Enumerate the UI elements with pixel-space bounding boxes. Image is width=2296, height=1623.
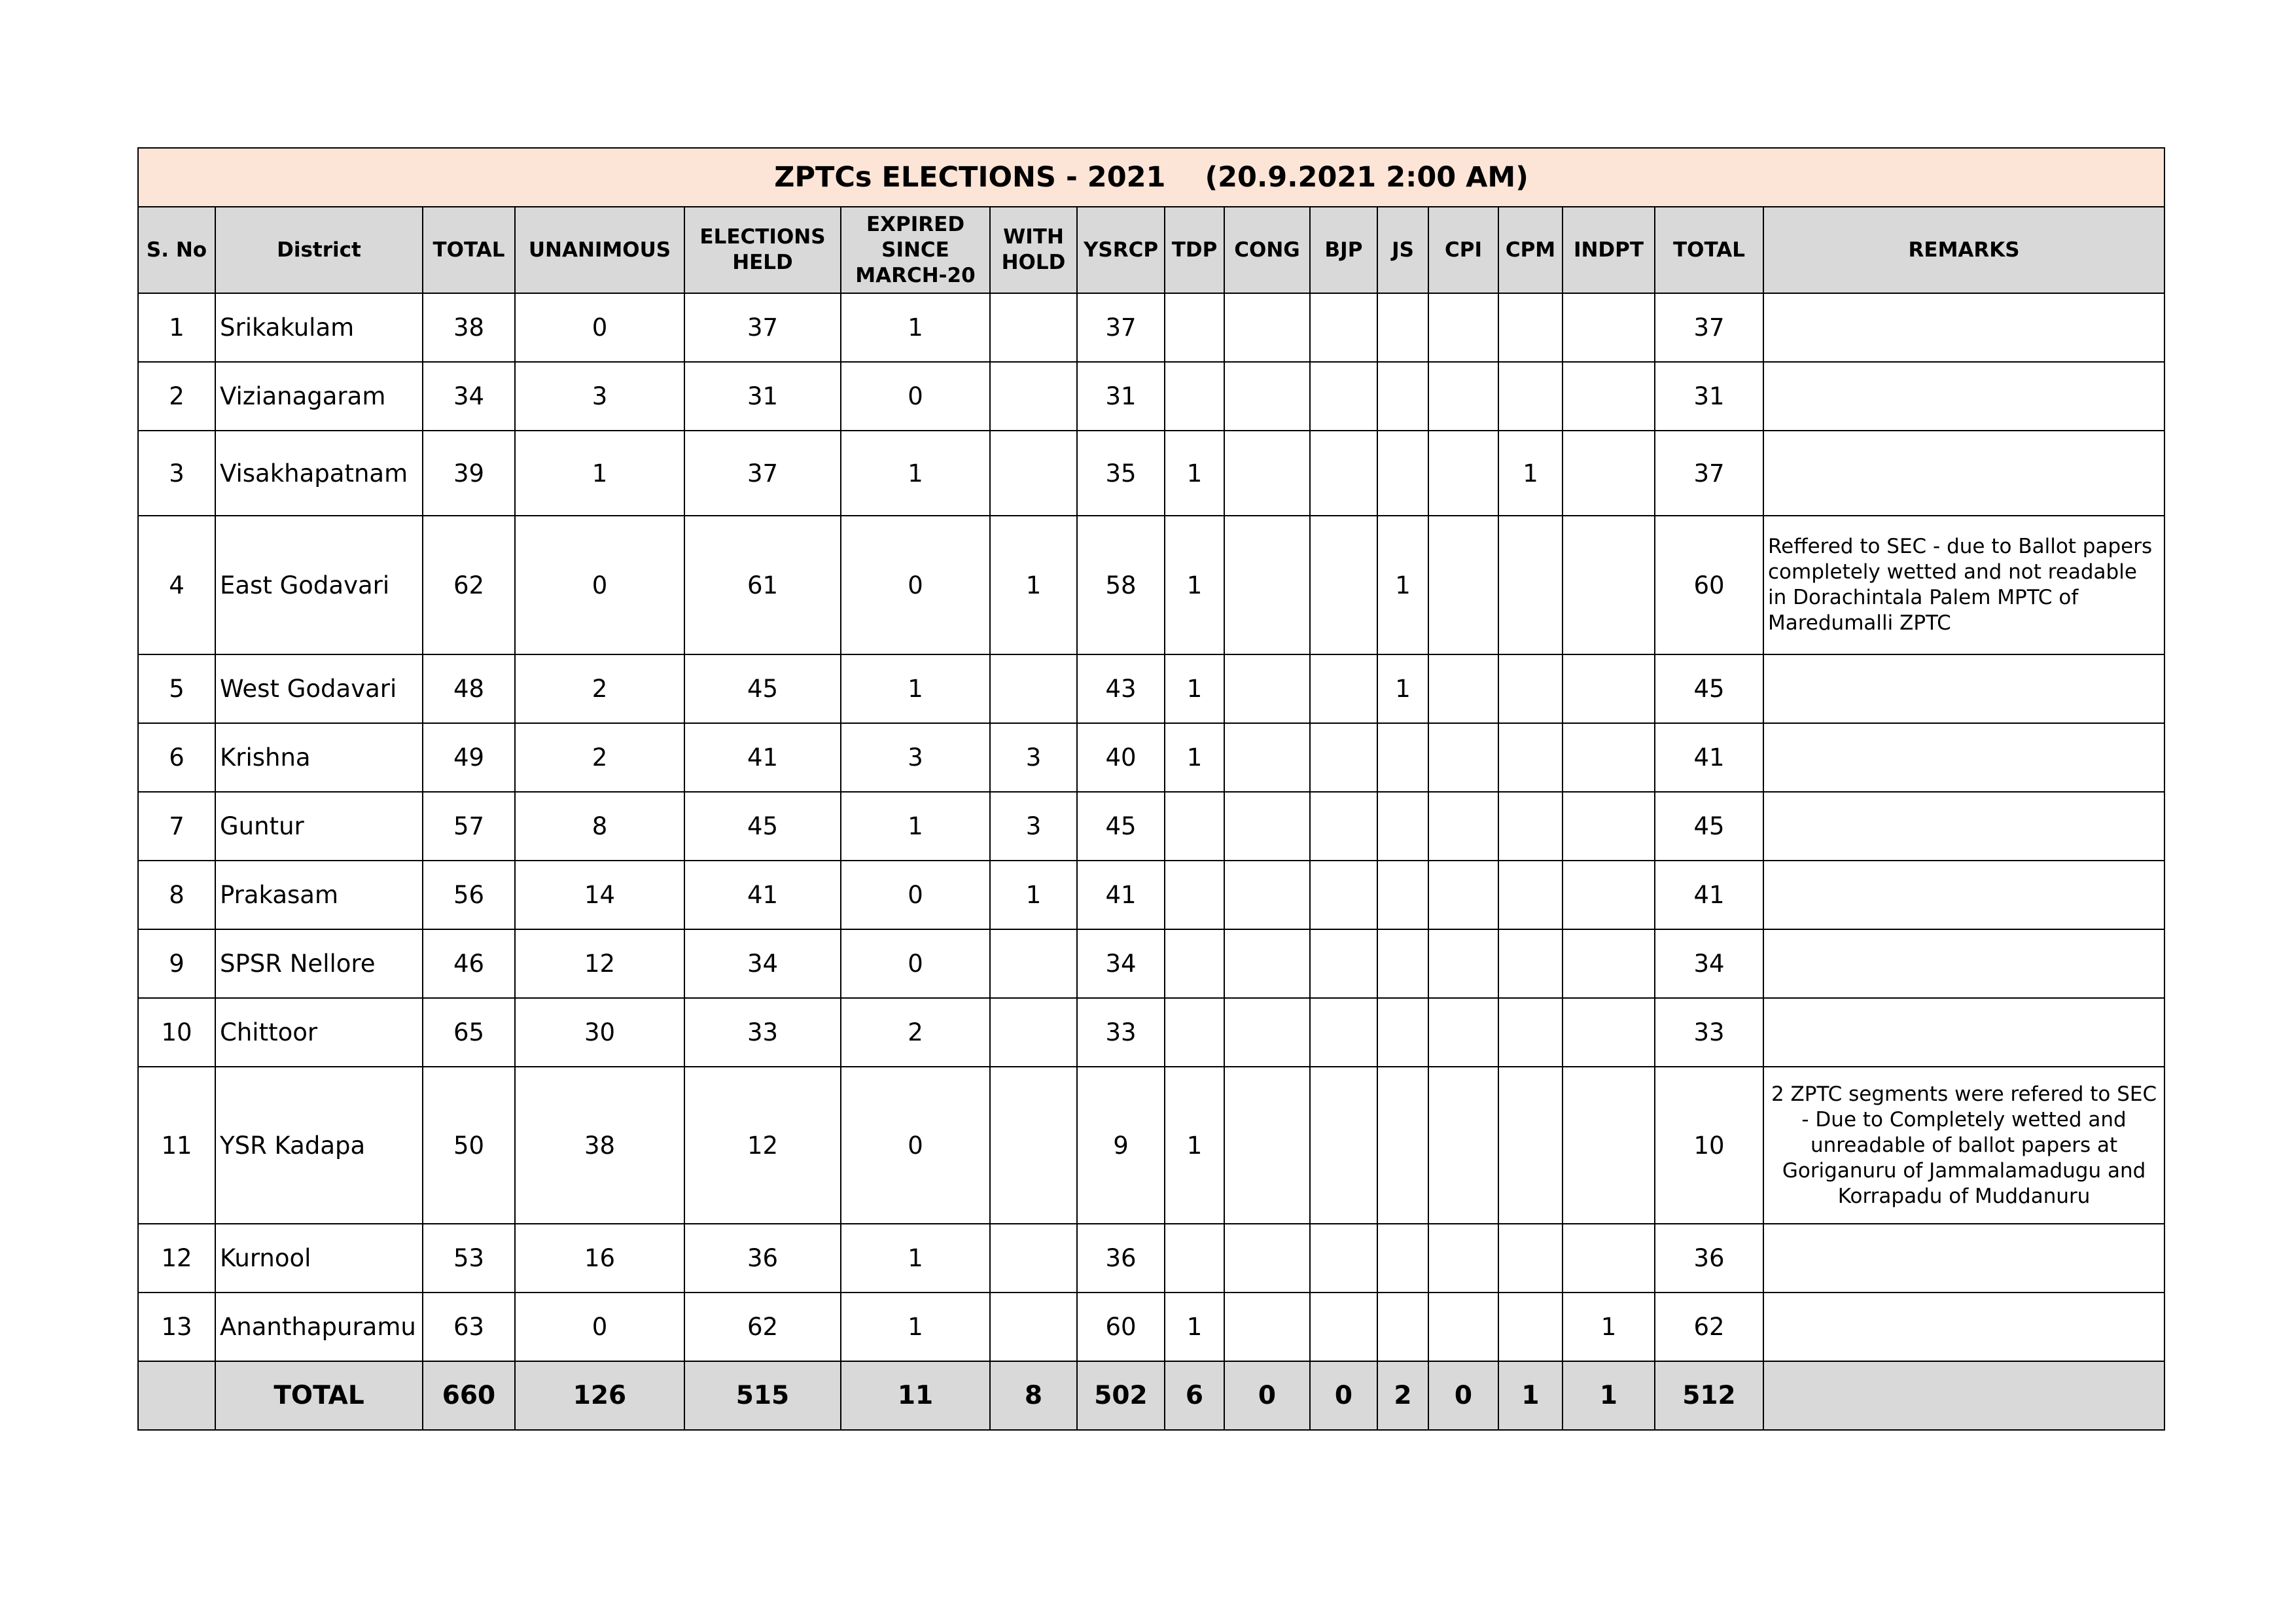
cell-remarks xyxy=(1763,431,2164,516)
title-text: ZPTCs ELECTIONS - 2021 xyxy=(774,161,1166,194)
cell-party-total: 33 xyxy=(1655,998,1763,1067)
cell-js xyxy=(1377,861,1428,929)
cell-tdp xyxy=(1165,861,1224,929)
cell-district: Srikakulam xyxy=(215,293,423,362)
cell-indpt xyxy=(1563,929,1655,998)
cell-district: Chittoor xyxy=(215,998,423,1067)
cell-cong xyxy=(1224,1067,1310,1224)
cell-cong xyxy=(1224,293,1310,362)
cell-remarks: Reffered to SEC - due to Ballot papers completely wetted and not readable in Dorachintala Palem MPTC of Maredumalli ZPTC xyxy=(1763,516,2164,654)
cell-js xyxy=(1377,792,1428,861)
cell-indpt: 1 xyxy=(1563,1293,1655,1361)
cell-unanimous: 3 xyxy=(515,362,684,431)
cell-remarks xyxy=(1763,861,2164,929)
cell-party-total: 36 xyxy=(1655,1224,1763,1293)
total-bjp: 0 xyxy=(1310,1361,1377,1430)
cell-bjp xyxy=(1310,362,1377,431)
cell-elections-held: 45 xyxy=(684,654,841,723)
header-expired: EXPIRED SINCE MARCH-20 xyxy=(841,207,990,293)
cell-cpi xyxy=(1428,516,1498,654)
cell-expired: 0 xyxy=(841,929,990,998)
cell-bjp xyxy=(1310,861,1377,929)
cell-elections-held: 41 xyxy=(684,861,841,929)
cell-party-total: 10 xyxy=(1655,1067,1763,1224)
cell-js xyxy=(1377,1067,1428,1224)
cell-party-total: 37 xyxy=(1655,293,1763,362)
cell-unanimous: 38 xyxy=(515,1067,684,1224)
cell-with-hold xyxy=(990,1293,1077,1361)
header-unanimous: UNANIMOUS xyxy=(515,207,684,293)
cell-cong xyxy=(1224,861,1310,929)
cell-cpm xyxy=(1498,1067,1563,1224)
cell-elections-held: 45 xyxy=(684,792,841,861)
cell-expired: 1 xyxy=(841,654,990,723)
cell-js xyxy=(1377,929,1428,998)
cell-with-hold: 1 xyxy=(990,861,1077,929)
cell-bjp xyxy=(1310,1224,1377,1293)
cell-ysrcp: 33 xyxy=(1077,998,1165,1067)
cell-cpi xyxy=(1428,998,1498,1067)
header-bjp: BJP xyxy=(1310,207,1377,293)
cell-indpt xyxy=(1563,1224,1655,1293)
cell-district: SPSR Nellore xyxy=(215,929,423,998)
cell-js xyxy=(1377,723,1428,792)
cell-sno: 10 xyxy=(138,998,215,1067)
cell-bjp xyxy=(1310,293,1377,362)
total-indpt: 1 xyxy=(1563,1361,1655,1430)
table-row xyxy=(138,1224,2164,1293)
total-unanimous: 126 xyxy=(515,1361,684,1430)
cell-cpm xyxy=(1498,1224,1563,1293)
cell-total: 48 xyxy=(423,654,515,723)
cell-party-total: 62 xyxy=(1655,1293,1763,1361)
table-row xyxy=(138,293,2164,362)
cell-with-hold xyxy=(990,362,1077,431)
cell-sno: 8 xyxy=(138,861,215,929)
cell-cpm xyxy=(1498,1293,1563,1361)
cell-district: YSR Kadapa xyxy=(215,1067,423,1224)
cell-sno: 6 xyxy=(138,723,215,792)
table-title xyxy=(138,148,2164,207)
cell-unanimous: 0 xyxy=(515,1293,684,1361)
cell-remarks: 2 ZPTC segments were refered to SEC - Due to Completely wetted and unreadable of ballot papers at Goriganuru of Jammalamadugu and Korrapadu of Muddanuru xyxy=(1763,1067,2164,1224)
cell-remarks xyxy=(1763,1293,2164,1361)
header-total: TOTAL xyxy=(423,207,515,293)
title-timestamp: (20.9.2021 2:00 AM) xyxy=(1205,161,1528,194)
cell-sno: 12 xyxy=(138,1224,215,1293)
cell-unanimous: 1 xyxy=(515,431,684,516)
cell-expired: 1 xyxy=(841,293,990,362)
header-ysrcp: YSRCP xyxy=(1077,207,1165,293)
cell-ysrcp: 41 xyxy=(1077,861,1165,929)
cell-cpi xyxy=(1428,293,1498,362)
cell-remarks xyxy=(1763,998,2164,1067)
cell-tdp xyxy=(1165,929,1224,998)
cell-remarks xyxy=(1763,654,2164,723)
cell-remarks xyxy=(1763,293,2164,362)
cell-indpt xyxy=(1563,654,1655,723)
total-sno xyxy=(138,1361,215,1430)
total-ysrcp: 502 xyxy=(1077,1361,1165,1430)
cell-total: 49 xyxy=(423,723,515,792)
zptc-results-table xyxy=(137,147,2165,1431)
cell-expired: 1 xyxy=(841,431,990,516)
cell-total: 46 xyxy=(423,929,515,998)
cell-party-total: 31 xyxy=(1655,362,1763,431)
cell-ysrcp: 40 xyxy=(1077,723,1165,792)
total-expired: 11 xyxy=(841,1361,990,1430)
cell-bjp xyxy=(1310,792,1377,861)
cell-indpt xyxy=(1563,861,1655,929)
header-tdp: TDP xyxy=(1165,207,1224,293)
total-js: 2 xyxy=(1377,1361,1428,1430)
total-party-total: 512 xyxy=(1655,1361,1763,1430)
cell-tdp: 1 xyxy=(1165,654,1224,723)
cell-remarks xyxy=(1763,1224,2164,1293)
table-row xyxy=(138,998,2164,1067)
cell-cpi xyxy=(1428,792,1498,861)
cell-tdp: 1 xyxy=(1165,431,1224,516)
cell-bjp xyxy=(1310,516,1377,654)
table-row xyxy=(138,861,2164,929)
table-row xyxy=(138,654,2164,723)
table-row xyxy=(138,431,2164,516)
cell-total: 34 xyxy=(423,362,515,431)
cell-tdp xyxy=(1165,362,1224,431)
cell-total: 63 xyxy=(423,1293,515,1361)
cell-indpt xyxy=(1563,1067,1655,1224)
cell-unanimous: 0 xyxy=(515,293,684,362)
cell-district: West Godavari xyxy=(215,654,423,723)
cell-js xyxy=(1377,1224,1428,1293)
cell-indpt xyxy=(1563,431,1655,516)
header-elections-held: ELECTIONS HELD xyxy=(684,207,841,293)
header-district: District xyxy=(215,207,423,293)
cell-unanimous: 2 xyxy=(515,654,684,723)
cell-with-hold xyxy=(990,654,1077,723)
cell-js xyxy=(1377,431,1428,516)
cell-cpi xyxy=(1428,723,1498,792)
cell-party-total: 41 xyxy=(1655,861,1763,929)
cell-party-total: 37 xyxy=(1655,431,1763,516)
cell-tdp: 1 xyxy=(1165,1293,1224,1361)
cell-remarks xyxy=(1763,929,2164,998)
cell-expired: 1 xyxy=(841,792,990,861)
cell-bjp xyxy=(1310,654,1377,723)
cell-cpm xyxy=(1498,792,1563,861)
cell-cong xyxy=(1224,1224,1310,1293)
cell-bjp xyxy=(1310,998,1377,1067)
cell-js xyxy=(1377,998,1428,1067)
cell-total: 65 xyxy=(423,998,515,1067)
table-row xyxy=(138,516,2164,654)
cell-cpm xyxy=(1498,516,1563,654)
cell-with-hold xyxy=(990,1067,1077,1224)
cell-party-total: 60 xyxy=(1655,516,1763,654)
cell-indpt xyxy=(1563,516,1655,654)
cell-elections-held: 61 xyxy=(684,516,841,654)
cell-ysrcp: 9 xyxy=(1077,1067,1165,1224)
cell-bjp xyxy=(1310,723,1377,792)
cell-cpi xyxy=(1428,929,1498,998)
total-cong: 0 xyxy=(1224,1361,1310,1430)
cell-district: Ananthapuramu xyxy=(215,1293,423,1361)
cell-cpm xyxy=(1498,293,1563,362)
cell-party-total: 34 xyxy=(1655,929,1763,998)
totals-row xyxy=(138,1361,2164,1430)
cell-cpi xyxy=(1428,362,1498,431)
cell-cong xyxy=(1224,929,1310,998)
header-sno: S. No xyxy=(138,207,215,293)
cell-cong xyxy=(1224,998,1310,1067)
cell-sno: 2 xyxy=(138,362,215,431)
cell-with-hold: 3 xyxy=(990,792,1077,861)
header-cpm: CPM xyxy=(1498,207,1563,293)
cell-indpt xyxy=(1563,998,1655,1067)
cell-sno: 13 xyxy=(138,1293,215,1361)
cell-unanimous: 30 xyxy=(515,998,684,1067)
cell-with-hold: 3 xyxy=(990,723,1077,792)
cell-indpt xyxy=(1563,723,1655,792)
cell-cpm xyxy=(1498,861,1563,929)
cell-elections-held: 36 xyxy=(684,1224,841,1293)
table-row xyxy=(138,792,2164,861)
cell-tdp: 1 xyxy=(1165,1067,1224,1224)
cell-expired: 1 xyxy=(841,1224,990,1293)
total-with-hold: 8 xyxy=(990,1361,1077,1430)
cell-expired: 2 xyxy=(841,998,990,1067)
cell-sno: 3 xyxy=(138,431,215,516)
cell-tdp xyxy=(1165,1224,1224,1293)
cell-bjp xyxy=(1310,1293,1377,1361)
total-elections-held: 515 xyxy=(684,1361,841,1430)
cell-cong xyxy=(1224,654,1310,723)
cell-total: 38 xyxy=(423,293,515,362)
cell-elections-held: 31 xyxy=(684,362,841,431)
cell-elections-held: 34 xyxy=(684,929,841,998)
header-party-total: TOTAL xyxy=(1655,207,1763,293)
cell-party-total: 45 xyxy=(1655,654,1763,723)
header-row xyxy=(138,207,2164,293)
cell-unanimous: 16 xyxy=(515,1224,684,1293)
cell-with-hold xyxy=(990,293,1077,362)
cell-with-hold xyxy=(990,431,1077,516)
cell-tdp: 1 xyxy=(1165,723,1224,792)
cell-cpm xyxy=(1498,362,1563,431)
cell-cpi xyxy=(1428,654,1498,723)
cell-cpi xyxy=(1428,1293,1498,1361)
total-remarks xyxy=(1763,1361,2164,1430)
cell-cpi xyxy=(1428,1224,1498,1293)
cell-district: East Godavari xyxy=(215,516,423,654)
cell-js: 1 xyxy=(1377,516,1428,654)
cell-elections-held: 62 xyxy=(684,1293,841,1361)
cell-with-hold xyxy=(990,1224,1077,1293)
cell-bjp xyxy=(1310,929,1377,998)
cell-ysrcp: 31 xyxy=(1077,362,1165,431)
table-row xyxy=(138,723,2164,792)
cell-unanimous: 14 xyxy=(515,861,684,929)
cell-ysrcp: 45 xyxy=(1077,792,1165,861)
cell-js xyxy=(1377,293,1428,362)
cell-unanimous: 2 xyxy=(515,723,684,792)
cell-with-hold xyxy=(990,929,1077,998)
cell-tdp xyxy=(1165,293,1224,362)
cell-elections-held: 41 xyxy=(684,723,841,792)
cell-expired: 0 xyxy=(841,362,990,431)
table-row xyxy=(138,1067,2164,1224)
cell-total: 53 xyxy=(423,1224,515,1293)
total-cpi: 0 xyxy=(1428,1361,1498,1430)
title-row xyxy=(138,148,2164,207)
cell-indpt xyxy=(1563,293,1655,362)
cell-bjp xyxy=(1310,431,1377,516)
cell-indpt xyxy=(1563,362,1655,431)
cell-tdp xyxy=(1165,792,1224,861)
cell-remarks xyxy=(1763,362,2164,431)
cell-js: 1 xyxy=(1377,654,1428,723)
cell-ysrcp: 43 xyxy=(1077,654,1165,723)
cell-cpi xyxy=(1428,1067,1498,1224)
cell-with-hold: 1 xyxy=(990,516,1077,654)
header-remarks: REMARKS xyxy=(1763,207,2164,293)
cell-ysrcp: 37 xyxy=(1077,293,1165,362)
cell-party-total: 45 xyxy=(1655,792,1763,861)
cell-expired: 0 xyxy=(841,1067,990,1224)
cell-cpm xyxy=(1498,723,1563,792)
cell-expired: 3 xyxy=(841,723,990,792)
cell-party-total: 41 xyxy=(1655,723,1763,792)
cell-elections-held: 37 xyxy=(684,293,841,362)
total-total: 660 xyxy=(423,1361,515,1430)
total-district: TOTAL xyxy=(215,1361,423,1430)
cell-cpi xyxy=(1428,431,1498,516)
cell-expired: 0 xyxy=(841,861,990,929)
cell-ysrcp: 60 xyxy=(1077,1293,1165,1361)
cell-cong xyxy=(1224,792,1310,861)
cell-ysrcp: 35 xyxy=(1077,431,1165,516)
cell-elections-held: 12 xyxy=(684,1067,841,1224)
cell-district: Guntur xyxy=(215,792,423,861)
header-js: JS xyxy=(1377,207,1428,293)
cell-ysrcp: 34 xyxy=(1077,929,1165,998)
cell-district: Vizianagaram xyxy=(215,362,423,431)
table-row xyxy=(138,1293,2164,1361)
header-cong: CONG xyxy=(1224,207,1310,293)
cell-unanimous: 0 xyxy=(515,516,684,654)
cell-total: 50 xyxy=(423,1067,515,1224)
table-row xyxy=(138,929,2164,998)
cell-remarks xyxy=(1763,723,2164,792)
cell-sno: 4 xyxy=(138,516,215,654)
cell-district: Prakasam xyxy=(215,861,423,929)
cell-sno: 9 xyxy=(138,929,215,998)
total-cpm: 1 xyxy=(1498,1361,1563,1430)
cell-sno: 11 xyxy=(138,1067,215,1224)
cell-with-hold xyxy=(990,998,1077,1067)
cell-cpm xyxy=(1498,654,1563,723)
cell-sno: 5 xyxy=(138,654,215,723)
cell-expired: 1 xyxy=(841,1293,990,1361)
cell-js xyxy=(1377,362,1428,431)
cell-ysrcp: 36 xyxy=(1077,1224,1165,1293)
cell-total: 56 xyxy=(423,861,515,929)
cell-ysrcp: 58 xyxy=(1077,516,1165,654)
cell-district: Kurnool xyxy=(215,1224,423,1293)
cell-tdp xyxy=(1165,998,1224,1067)
cell-expired: 0 xyxy=(841,516,990,654)
cell-remarks xyxy=(1763,792,2164,861)
cell-cong xyxy=(1224,362,1310,431)
cell-elections-held: 37 xyxy=(684,431,841,516)
cell-cpm xyxy=(1498,998,1563,1067)
cell-elections-held: 33 xyxy=(684,998,841,1067)
cell-sno: 7 xyxy=(138,792,215,861)
cell-tdp: 1 xyxy=(1165,516,1224,654)
cell-unanimous: 12 xyxy=(515,929,684,998)
cell-total: 39 xyxy=(423,431,515,516)
table-row xyxy=(138,362,2164,431)
cell-district: Krishna xyxy=(215,723,423,792)
cell-cpm xyxy=(1498,929,1563,998)
cell-js xyxy=(1377,1293,1428,1361)
cell-cong xyxy=(1224,1293,1310,1361)
header-indpt: INDPT xyxy=(1563,207,1655,293)
cell-sno: 1 xyxy=(138,293,215,362)
cell-cpm: 1 xyxy=(1498,431,1563,516)
header-cpi: CPI xyxy=(1428,207,1498,293)
header-with-hold: WITH HOLD xyxy=(990,207,1077,293)
total-tdp: 6 xyxy=(1165,1361,1224,1430)
cell-indpt xyxy=(1563,792,1655,861)
cell-cong xyxy=(1224,431,1310,516)
cell-bjp xyxy=(1310,1067,1377,1224)
cell-cpi xyxy=(1428,861,1498,929)
cell-unanimous: 8 xyxy=(515,792,684,861)
cell-total: 57 xyxy=(423,792,515,861)
cell-cong xyxy=(1224,516,1310,654)
cell-total: 62 xyxy=(423,516,515,654)
cell-district: Visakhapatnam xyxy=(215,431,423,516)
cell-cong xyxy=(1224,723,1310,792)
